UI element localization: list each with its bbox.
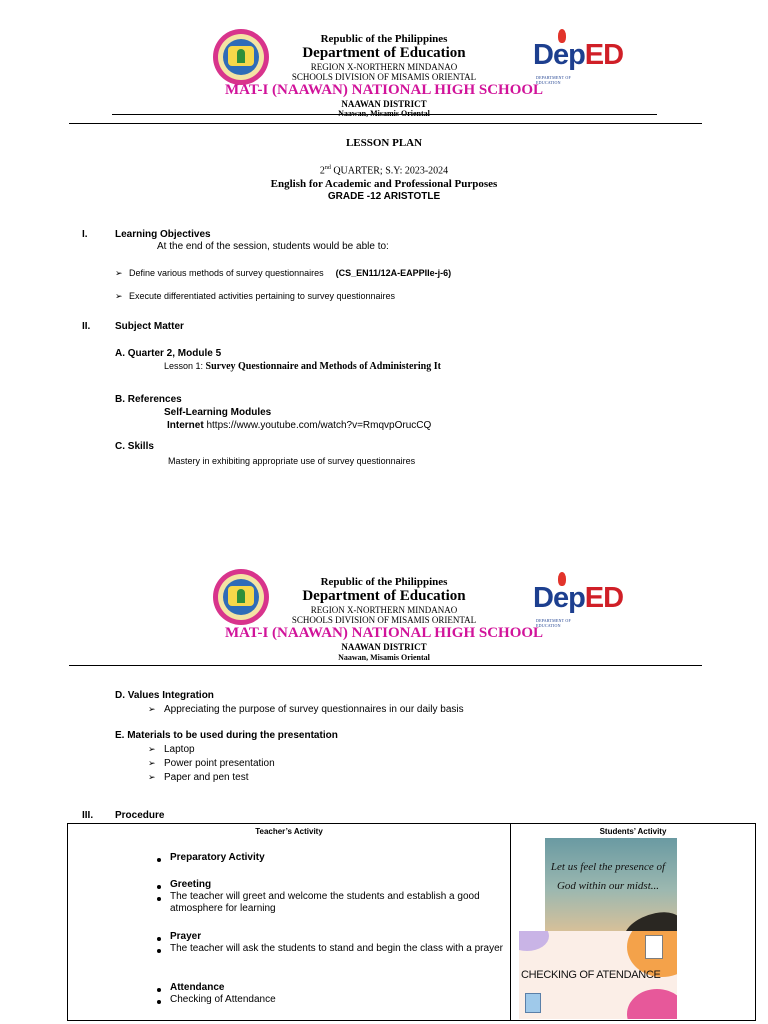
col-teacher-header: Teacher’s Activity — [255, 827, 323, 836]
header-republic: Republic of the Philippines — [320, 33, 448, 45]
header-region: REGION X-NORTHERN MINDANAO — [310, 62, 458, 72]
col-students-header: Students’ Activity — [599, 827, 667, 836]
arrow-bullet-icon: ➢ — [148, 758, 156, 768]
section-3-numeral: III. — [82, 810, 94, 821]
header-address: Naawan, Misamis Oriental — [338, 653, 430, 662]
header-school-name: MAT-I (NAAWAN) NATIONAL HIGH SCHOOL — [224, 82, 544, 98]
values-text: Appreciating the purpose of survey questionnaires in our daily basis — [164, 704, 464, 715]
bullet-dot-icon — [157, 897, 161, 901]
header-school-name: MAT-I (NAAWAN) NATIONAL HIGH SCHOOL — [224, 625, 544, 641]
section-3-heading: Procedure — [115, 810, 165, 821]
header-district: NAAWAN DISTRICT — [341, 99, 427, 109]
bullet-dot-icon — [157, 1000, 161, 1004]
material-item: Power point presentation — [164, 758, 275, 769]
subject-c-label: C. Skills — [115, 441, 154, 452]
objectives-intro: At the end of the session, students would be able to: — [157, 241, 389, 252]
arrow-bullet-icon: ➢ — [148, 772, 156, 782]
prayer-heading: Prayer — [170, 931, 202, 942]
bullet-dot-icon — [157, 858, 161, 862]
arrow-bullet-icon: ➢ — [148, 704, 156, 714]
subject-e-label: E. Materials to be used during the presentation — [115, 730, 338, 741]
bullet-dot-icon — [157, 937, 161, 941]
material-item: Paper and pen test — [164, 772, 249, 783]
deped-logo: DepED DEPARTMENT OF EDUCATION — [533, 572, 595, 628]
header-address: Naawan, Misamis Oriental — [338, 109, 430, 118]
section-2-numeral: II. — [82, 321, 91, 332]
arrow-bullet-icon: ➢ — [115, 268, 123, 278]
section-2-heading: Subject Matter — [115, 321, 184, 332]
arrow-bullet-icon: ➢ — [115, 291, 123, 301]
deped-logo: DepED DEPARTMENT OF EDUCATION — [533, 29, 595, 85]
header-divider — [69, 123, 702, 124]
bullet-dot-icon — [157, 988, 161, 992]
objective-1: Define various methods of survey questionnaires (CS_EN11/12A-EAPPIIe-j-6) — [129, 268, 452, 278]
header-underline — [112, 114, 657, 115]
lesson-plan-title: LESSON PLAN — [345, 137, 423, 149]
material-item: Laptop — [164, 744, 195, 755]
prayer-image — [545, 838, 677, 942]
students-activity-cell — [511, 824, 756, 1021]
attendance-heading: Attendance — [170, 982, 225, 993]
greeting-heading: Greeting — [170, 879, 212, 890]
arrow-bullet-icon: ➢ — [148, 744, 156, 754]
bullet-dot-icon — [157, 949, 161, 953]
reference-2: Internet https://www.youtube.com/watch?v=RmqvpOrucCQ — [167, 420, 432, 431]
prep-activity: Preparatory Activity — [170, 852, 265, 863]
teacher-activity-cell — [68, 824, 511, 1021]
subject-title: English for Academic and Professional Purposes — [270, 178, 498, 190]
header-republic: Republic of the Philippines — [320, 576, 448, 588]
header-divider — [69, 665, 702, 666]
header-division: SCHOOLS DIVISION OF MISAMIS ORIENTAL — [291, 72, 477, 82]
section-1-heading: Learning Objectives — [115, 229, 211, 240]
reference-url[interactable]: https://www.youtube.com/watch?v=RmqvpOrucCQ — [203, 420, 432, 431]
header-department: Department of Education — [302, 588, 466, 604]
bullet-dot-icon — [157, 885, 161, 889]
reference-1: Self-Learning Modules — [164, 407, 272, 418]
checklist-icon — [645, 935, 663, 959]
subject-a-label: A. Quarter 2, Module 5 — [115, 348, 222, 359]
subject-a-lesson: Lesson 1: Survey Questionnaire and Methods of Administering It — [164, 361, 441, 372]
greeting-text: The teacher will greet and welcome the students and establish a good atmosphere for learning — [170, 891, 480, 914]
header-division: SCHOOLS DIVISION OF MISAMIS ORIENTAL — [291, 615, 477, 625]
header-department: Department of Education — [302, 45, 466, 61]
quarter-line: 2nd QUARTER; S.Y: 2023-2024 — [319, 165, 449, 177]
grade-section: GRADE -12 ARISTOTLE — [327, 191, 441, 202]
clipboard-icon — [525, 993, 541, 1013]
prayer-text: The teacher will ask the students to stand and begin the class with a prayer — [170, 943, 503, 954]
procedure-table — [67, 823, 756, 1021]
prayer-image-text: Let us feel the presence of God within our midst... — [550, 861, 666, 892]
attendance-image — [519, 931, 677, 1019]
attendance-image-text: CHECKING OF ATENDANCE — [521, 969, 661, 981]
skills-text: Mastery in exhibiting appropriate use of survey questionnaires — [168, 456, 416, 466]
subject-b-label: B. References — [115, 394, 182, 405]
attendance-text: Checking of Attendance — [170, 994, 276, 1005]
section-1-numeral: I. — [82, 229, 88, 240]
header-region: REGION X-NORTHERN MINDANAO — [310, 605, 458, 615]
subject-d-label: D. Values Integration — [115, 690, 214, 701]
header-district: NAAWAN DISTRICT — [341, 642, 427, 652]
objective-2: Execute differentiated activities pertaining to survey questionnaires — [129, 291, 395, 301]
